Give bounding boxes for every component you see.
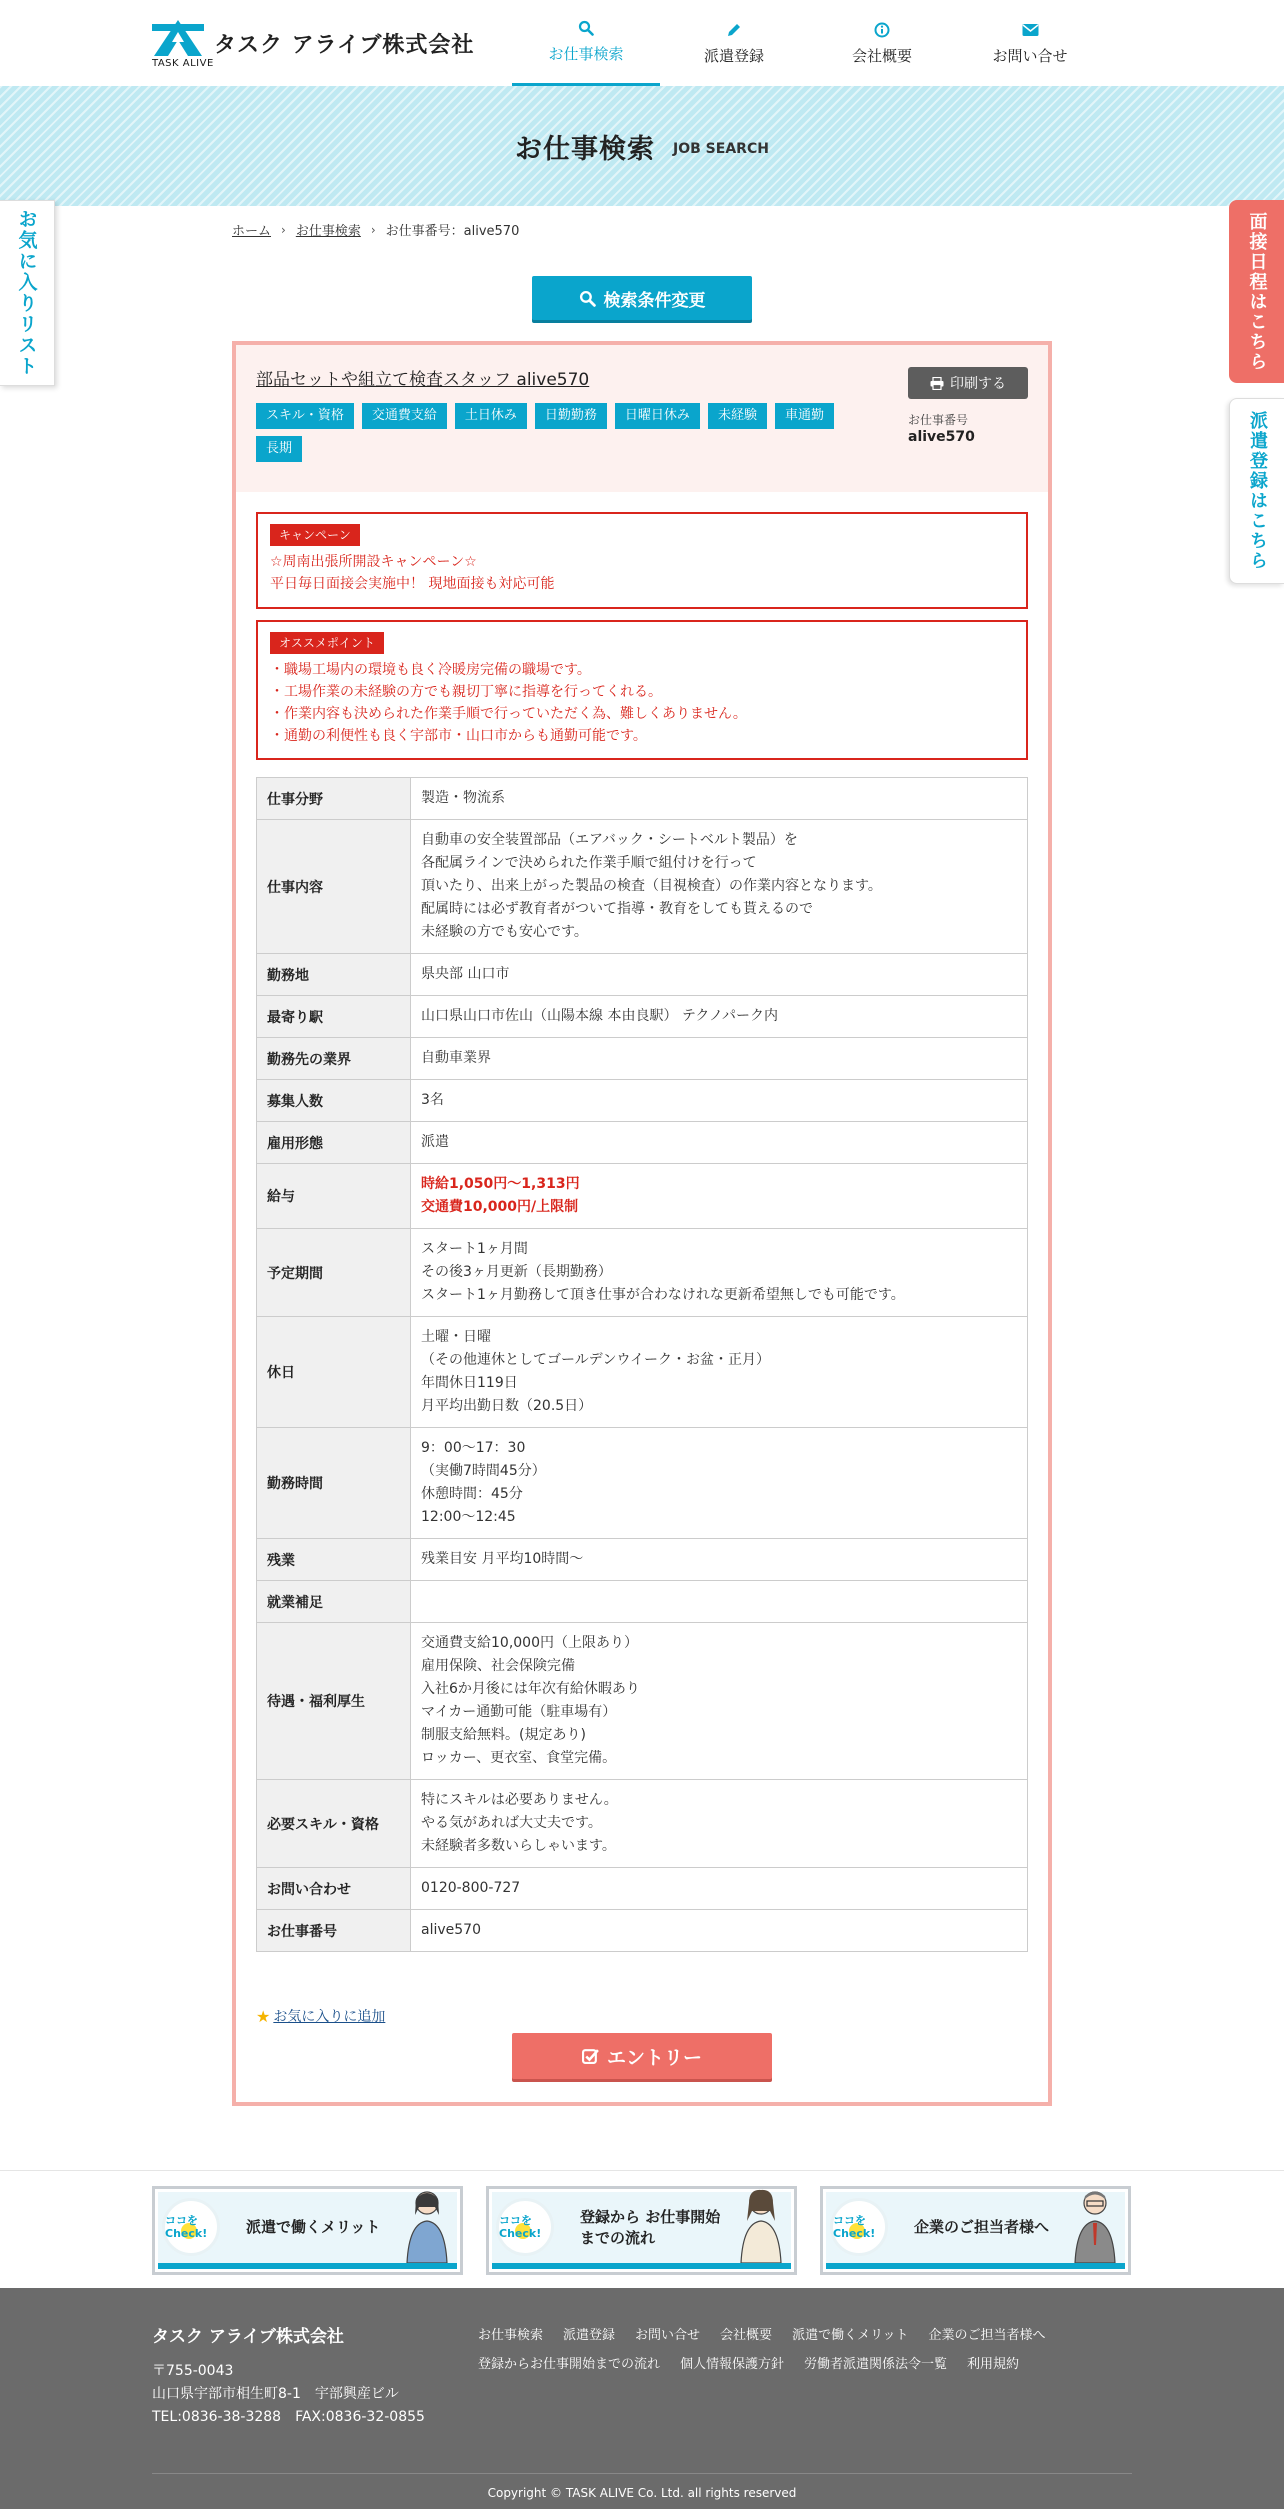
recommend-line: ・工場作業の未経験の方でも親切丁寧に指導を行ってくれる。	[270, 684, 662, 700]
page-hero	[0, 86, 1284, 206]
detail-line: 頂いたり、出来上がった製品の検査（目視検査）の作業内容となります。	[421, 878, 882, 894]
detail-value	[411, 778, 1028, 820]
page-title: お仕事検索	[515, 133, 656, 165]
detail-value	[411, 1229, 1028, 1317]
print-button[interactable]	[908, 367, 1028, 399]
breadcrumb	[232, 220, 519, 239]
page-subtitle: JOB SEARCH	[673, 141, 769, 157]
check-badge: ココを Check!	[496, 2198, 554, 2256]
footer-address	[152, 2360, 425, 2429]
detail-label: 必要スキル・資格	[257, 1780, 411, 1868]
campaign-box	[256, 512, 1028, 609]
detail-line: 3名	[421, 1092, 444, 1108]
job-card-header	[236, 345, 1048, 492]
footer-link[interactable]: お仕事検索	[478, 2328, 544, 2343]
banner-row	[0, 2170, 1284, 2288]
nav-company[interactable]	[808, 0, 956, 86]
detail-row	[257, 820, 1028, 954]
banner-merit[interactable]	[152, 2186, 463, 2275]
detail-line: スタート1ヶ月間	[421, 1241, 528, 1257]
footer-address-line: 山口県宇部市相生町8-1 宇部興産ビル	[152, 2386, 399, 2402]
detail-line: 派遣	[421, 1134, 449, 1150]
detail-line: 雇用保険、社会保険完備	[421, 1658, 575, 1674]
envelope-icon	[1022, 21, 1039, 39]
print-label: 印刷する	[950, 376, 1006, 392]
entry-button[interactable]	[512, 2033, 772, 2079]
detail-line: スタート1ヶ月勤務して頂き仕事が合わなけれな更新希望無しでも可能です。	[421, 1287, 905, 1303]
person-illustration-icon	[737, 2187, 785, 2263]
nav-contact[interactable]	[956, 0, 1104, 86]
detail-label: 休日	[257, 1317, 411, 1428]
detail-line: 山口県山口市佐山（山陽本線 本由良駅） テクノパーク内	[421, 1008, 778, 1024]
detail-value	[411, 820, 1028, 954]
checkbox-icon	[582, 2048, 599, 2065]
detail-value	[411, 1080, 1028, 1122]
add-favorite-link[interactable]	[256, 2006, 385, 2026]
check-badge: ココを Check!	[162, 2198, 220, 2256]
detail-row	[257, 1229, 1028, 1317]
footer-link[interactable]: 派遣登録	[563, 2328, 616, 2343]
detail-row	[257, 1780, 1028, 1868]
campaign-line: 平日毎日面接会実施中！ 現地面接も対応可能	[270, 576, 555, 592]
nav-label: 派遣登録	[703, 46, 764, 65]
detail-row	[257, 778, 1028, 820]
detail-line: 休憩時間：45分	[421, 1486, 523, 1502]
detail-row	[257, 1428, 1028, 1539]
detail-value	[411, 954, 1028, 996]
detail-row	[257, 1581, 1028, 1623]
recommend-box	[256, 620, 1028, 760]
detail-value	[411, 996, 1028, 1038]
detail-line: 交通費支給10,000円（上限あり）	[421, 1635, 638, 1651]
recommend-line: ・職場工場内の環境も良く冷暖房完備の職場です。	[270, 662, 591, 678]
detail-label: 雇用形態	[257, 1122, 411, 1164]
nav-label: お問い合せ	[992, 46, 1068, 65]
nav-label: 会社概要	[851, 46, 912, 65]
recommend-line: ・作業内容も決められた作業手順で行っていただく為、難しくありません。	[270, 706, 747, 722]
detail-line: 土曜・日曜	[421, 1329, 491, 1345]
detail-line: 未経験者多数いらしゃいます。	[421, 1838, 616, 1854]
detail-line: 月平均出勤日数（20.5日）	[421, 1398, 593, 1414]
detail-line: 0120-800-727	[421, 1880, 521, 1896]
detail-label: 給与	[257, 1164, 411, 1229]
detail-label: 募集人数	[257, 1080, 411, 1122]
person-illustration-icon	[1071, 2187, 1119, 2263]
job-number-label: お仕事番号	[908, 413, 969, 427]
job-tag: 交通費支給	[362, 403, 447, 429]
detail-label: 最寄り駅	[257, 996, 411, 1038]
nav-registration[interactable]	[660, 0, 808, 86]
footer-address-line: TEL:0836-38-3288 FAX:0836-32-0855	[152, 2409, 425, 2425]
detail-value	[411, 1780, 1028, 1868]
detail-label: お仕事番号	[257, 1910, 411, 1952]
detail-line: 時給1,050円～1,313円	[421, 1176, 580, 1192]
add-favorite-label: お気に入りに追加	[273, 2009, 386, 2025]
job-tag: 未経験	[708, 403, 767, 429]
recommend-badge: オススメポイント	[270, 632, 384, 654]
banner-text: 派遣で働くメリット	[246, 2218, 381, 2236]
detail-label: 残業	[257, 1539, 411, 1581]
nav-job-search[interactable]	[512, 0, 660, 86]
footer-link[interactable]: 登録からお仕事開始までの流れ	[478, 2357, 661, 2372]
job-tag: スキル・資格	[256, 403, 354, 429]
change-search-label: 検索条件変更	[603, 290, 706, 311]
detail-value	[411, 1868, 1028, 1910]
detail-line: 製造・物流系	[421, 790, 505, 806]
campaign-line: ☆周南出張所開設キャンペーン☆	[270, 554, 477, 570]
registration-tab[interactable]: 派遣登録はこちら	[1229, 398, 1284, 584]
job-tag: 車通勤	[775, 403, 834, 429]
favorites-list-tab[interactable]: お気に入りリスト	[0, 200, 55, 386]
detail-line: 9：00～17：30	[421, 1440, 526, 1456]
footer-company-name: タスク アライブ株式会社	[152, 2327, 344, 2347]
interview-schedule-tab[interactable]: 面接日程はこちら	[1229, 200, 1284, 383]
breadcrumb-search[interactable]: お仕事検索	[295, 224, 361, 239]
banner-text: 登録から お仕事開始までの流れ	[580, 2207, 721, 2247]
job-detail-table	[256, 777, 1028, 1952]
detail-line: 年間休日119日	[421, 1375, 518, 1391]
breadcrumb-current: お仕事番号：alive570	[385, 224, 520, 239]
footer-link[interactable]: 個人情報保護方針	[680, 2357, 785, 2372]
detail-line: 制服支給無料。(規定あり)	[421, 1727, 586, 1743]
detail-line: 配属時には必ず教育者がついて指導・教育をしても貰えるので	[421, 901, 813, 917]
detail-value	[411, 1122, 1028, 1164]
footer-link[interactable]: 会社概要	[720, 2328, 773, 2343]
detail-label: 仕事分野	[257, 778, 411, 820]
check-badge: ココを Check!	[830, 2198, 888, 2256]
detail-row	[257, 1080, 1028, 1122]
entry-label: エントリー	[606, 2046, 702, 2069]
footer-address-line: 〒755-0043	[152, 2363, 234, 2379]
detail-line: （その他連休としてゴールデンウイーク・お盆・正月）	[421, 1352, 771, 1368]
global-nav	[512, 0, 1104, 86]
detail-label: 勤務地	[257, 954, 411, 996]
banner-text: 企業のご担当者様へ	[914, 2218, 1050, 2236]
detail-row	[257, 1623, 1028, 1780]
detail-value	[411, 1581, 1028, 1623]
footer-link[interactable]: 利用規約	[967, 2357, 1020, 2372]
detail-label: 仕事内容	[257, 820, 411, 954]
detail-value	[411, 1428, 1028, 1539]
star-icon: ★	[256, 2006, 271, 2026]
job-tags	[256, 403, 866, 462]
detail-label: お問い合わせ	[257, 1868, 411, 1910]
detail-line: 県央部 山口市	[421, 966, 510, 982]
detail-line: 自動車の安全装置部品（エアバック・シートベルト製品）を	[421, 832, 798, 848]
detail-line: 残業目安 月平均10時間～	[421, 1551, 584, 1567]
detail-row	[257, 1317, 1028, 1428]
detail-line: 自動車業界	[421, 1050, 491, 1066]
detail-row	[257, 1038, 1028, 1080]
detail-value	[411, 1317, 1028, 1428]
logo-subtitle: TASK ALIVE	[152, 58, 214, 69]
logo-mark-icon	[152, 18, 204, 58]
footer-divider	[152, 2473, 1132, 2474]
logo[interactable]	[152, 18, 475, 72]
person-illustration-icon	[403, 2187, 451, 2263]
detail-value	[411, 1623, 1028, 1780]
detail-line: ロッカー、更衣室、食堂完備。	[421, 1750, 617, 1766]
nav-label: お仕事検索	[548, 45, 624, 63]
detail-value	[411, 1164, 1028, 1229]
detail-value	[411, 1539, 1028, 1581]
footer-nav	[478, 2324, 1078, 2372]
detail-line: 各配属ラインで決められた作業手順で組付けを行って	[421, 855, 757, 871]
detail-line	[421, 1590, 1017, 1613]
detail-line: alive570	[421, 1922, 481, 1938]
banner-body	[158, 2192, 457, 2269]
detail-line: （実働7時間45分）	[421, 1463, 546, 1479]
change-search-button[interactable]	[532, 276, 752, 320]
footer-link[interactable]: 労働者派遣関係法令一覧	[804, 2357, 948, 2372]
recommend-line: ・通勤の利便性も良く宇部市・山口市からも通勤可能です。	[270, 728, 647, 744]
chevron-right-icon: ›	[281, 222, 286, 237]
detail-row	[257, 996, 1028, 1038]
banner-body	[492, 2192, 791, 2269]
footer-link[interactable]: 企業のご担当者様へ	[928, 2328, 1046, 2343]
detail-line: 交通費10,000円/上限制	[421, 1199, 579, 1215]
detail-line: マイカー通勤可能（駐車場有）	[421, 1704, 617, 1720]
job-tag: 長期	[256, 436, 302, 462]
detail-row	[257, 1122, 1028, 1164]
banner-companies[interactable]	[820, 2186, 1131, 2275]
campaign-badge: キャンペーン	[270, 524, 360, 546]
pencil-icon	[726, 21, 742, 39]
copyright: Copyright © TASK ALIVE Co. Ltd. all rights reserved	[487, 2486, 797, 2500]
detail-row	[257, 954, 1028, 996]
detail-line: 未経験の方でも安心です。	[421, 924, 588, 940]
job-number-value: alive570	[908, 429, 975, 445]
detail-label: 勤務時間	[257, 1428, 411, 1539]
search-icon	[579, 290, 596, 307]
job-detail-card	[232, 341, 1052, 2106]
job-tag: 日勤勤務	[535, 403, 607, 429]
detail-line: その後3ヶ月更新（長期勤務）	[421, 1264, 612, 1280]
info-circle-icon	[874, 21, 890, 39]
detail-line: 入社6か月後には年次有給休暇あり	[421, 1681, 640, 1697]
detail-line: やる気があれば大丈夫です。	[421, 1815, 602, 1831]
detail-label: 就業補足	[257, 1581, 411, 1623]
chevron-right-icon: ›	[370, 222, 376, 237]
job-tag: 土日休み	[455, 403, 527, 429]
printer-icon	[930, 377, 944, 390]
breadcrumb-home[interactable]: ホーム	[232, 224, 272, 239]
detail-row	[257, 1868, 1028, 1910]
search-icon	[578, 19, 594, 37]
detail-line: 特にスキルは必要ありません。	[421, 1792, 618, 1808]
detail-label: 予定期間	[257, 1229, 411, 1317]
footer-link[interactable]: 派遣で働くメリット	[792, 2328, 909, 2343]
banner-body	[826, 2192, 1125, 2269]
site-footer	[0, 2288, 1284, 2509]
detail-row	[257, 1164, 1028, 1229]
detail-value	[411, 1910, 1028, 1952]
site-header	[0, 0, 1284, 86]
detail-label: 待遇・福利厚生	[257, 1623, 411, 1780]
detail-row	[257, 1539, 1028, 1581]
detail-line: 12:00～12:45	[421, 1509, 516, 1525]
detail-row	[257, 1910, 1028, 1952]
logo-company-name: タスク アライブ株式会社	[214, 33, 475, 58]
job-tag: 日曜日休み	[615, 403, 700, 429]
footer-link[interactable]: お問い合せ	[635, 2328, 701, 2343]
detail-label: 勤務先の業界	[257, 1038, 411, 1080]
job-title[interactable]: 部品セットや組立て検査スタッフ alive570	[256, 370, 590, 390]
banner-flow[interactable]	[486, 2186, 797, 2275]
detail-value	[411, 1038, 1028, 1080]
